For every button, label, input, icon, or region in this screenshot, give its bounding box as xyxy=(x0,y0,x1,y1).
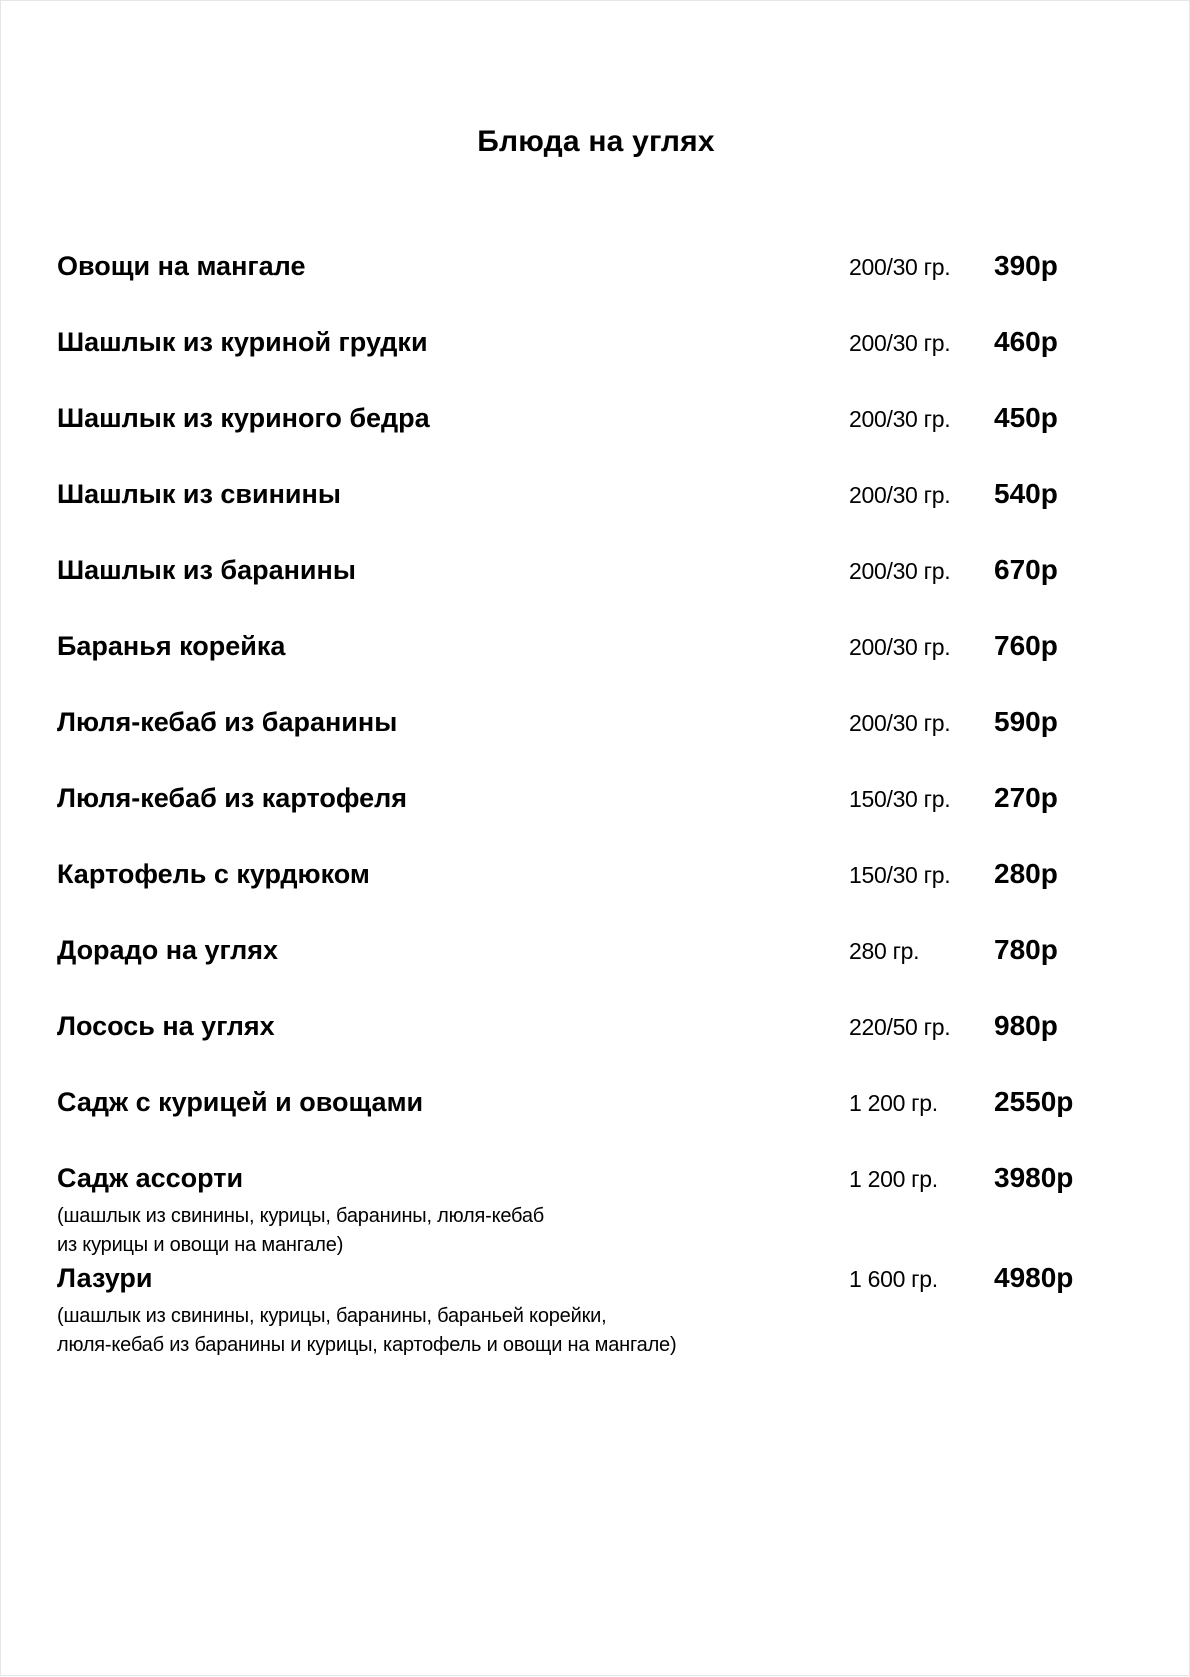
menu-item-price: 980р xyxy=(994,1010,1058,1041)
menu-item-weight: 200/30 гр. xyxy=(849,482,951,508)
menu-item-name: Дорадо на углях xyxy=(57,935,279,965)
menu-item-description xyxy=(57,1202,544,1260)
menu-item-name: Шашлык из куриного бедра xyxy=(57,403,430,433)
menu-item-price: 540р xyxy=(994,478,1058,509)
menu-item-name: Люля-кебаб из картофеля xyxy=(57,783,408,813)
menu-item-name: Садж с курицей и овощами xyxy=(57,1087,424,1117)
menu-item-name: Шашлык из свинины xyxy=(57,479,341,509)
menu-item-weight: 280 гр. xyxy=(849,938,920,964)
menu-item-price: 280р xyxy=(994,858,1058,889)
menu-item-name: Шашлык из баранины xyxy=(57,555,356,585)
menu-item-weight: 200/30 гр. xyxy=(849,330,951,356)
menu-item-description-line: (шашлык из свинины, курицы, баранины, бараньей корейки, xyxy=(57,1305,607,1327)
menu-item-price: 4980р xyxy=(994,1262,1074,1293)
menu-item-description-line: из курицы и овощи на мангале) xyxy=(57,1234,344,1256)
menu-item-name: Баранья корейка xyxy=(57,631,286,661)
menu-item-price: 3980р xyxy=(994,1162,1074,1193)
menu-item-description-line: (шашлык из свинины, курицы, баранины, люля-кебаб xyxy=(57,1205,545,1227)
menu-item-name: Картофель с курдюком xyxy=(57,859,370,889)
menu-item-description-line: люля-кебаб из баранины и курицы, картофель и овощи на мангале) xyxy=(57,1334,677,1356)
menu-item-name: Люля-кебаб из баранины xyxy=(57,707,398,737)
menu-item-weight: 1 200 гр. xyxy=(849,1166,938,1192)
menu-list xyxy=(1,1,1190,1677)
menu-item-weight: 200/30 гр. xyxy=(849,254,951,280)
menu-item-description xyxy=(57,1302,676,1360)
menu-item-weight: 220/50 гр. xyxy=(849,1014,951,1040)
menu-item-weight: 150/30 гр. xyxy=(849,862,951,888)
menu-item-name: Садж ассорти xyxy=(57,1163,244,1193)
menu-item-price: 590р xyxy=(994,706,1058,737)
menu-item-weight: 1 200 гр. xyxy=(849,1090,938,1116)
menu-item-weight: 200/30 гр. xyxy=(849,558,951,584)
menu-item-price: 670р xyxy=(994,554,1058,585)
menu-item-name: Лазури xyxy=(57,1263,153,1293)
menu-item-price: 460р xyxy=(994,326,1058,357)
menu-item-price: 2550р xyxy=(994,1086,1074,1117)
menu-item-weight: 200/30 гр. xyxy=(849,710,951,736)
menu-item-price: 270р xyxy=(994,782,1058,813)
menu-item-weight: 200/30 гр. xyxy=(849,634,951,660)
menu-item-price: 390р xyxy=(994,250,1058,281)
menu-item-price: 780р xyxy=(994,934,1058,965)
menu-title: Блюда на углях xyxy=(477,125,715,158)
menu-item-weight: 150/30 гр. xyxy=(849,786,951,812)
menu-item-weight: 1 600 гр. xyxy=(849,1266,938,1292)
menu-item-name: Шашлык из куриной грудки xyxy=(57,327,428,357)
menu-item-name: Лосось на углях xyxy=(57,1011,275,1041)
menu-item-name: Овощи на мангале xyxy=(57,251,306,281)
menu-item-price: 450р xyxy=(994,402,1058,433)
menu-item-weight: 200/30 гр. xyxy=(849,406,951,432)
menu-item-price: 760р xyxy=(994,630,1058,661)
